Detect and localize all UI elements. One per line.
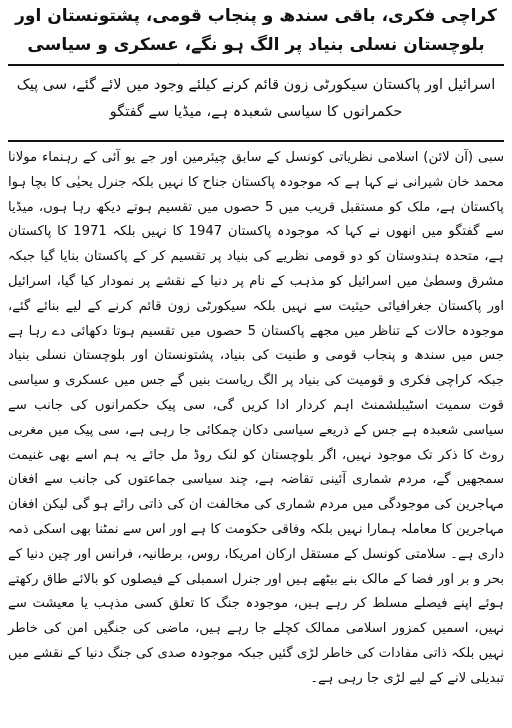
article-subheadline: اسرائیل اور پاکستان سیکورٹی زون قائم کرنے کیلئے وجود میں لائے گئے، سی پیک حکمرانوں کا سیاسی شعبدہ ہے، میڈیا سے گفتگو bbox=[16, 77, 496, 120]
article-headline: کراچی فکری، باقی سندھ و پنجاب قومی، پشتونستان اور بلوچستان نسلی بنیاد پر الگ ہو نگے، عسکری و سیاسی bbox=[15, 6, 497, 55]
article-body bbox=[6, 142, 506, 692]
article-body-text: سبی (آن لائن) اسلامی نظریاتی کونسل کے سابق چیئرمین اور جے یو آئی کے رہنماء مولانا محمد خان شیرانی نے کہا ہے کہ موجودہ پاکستان جناح کا نہیں بلکہ جنرل یحیٰی کا بچا ہوا پاکستان ہے، ملک کو مستقبل قریب میں 5 حصوں میں تقسیم ہوتے دیکھ رہا ہوں، میڈیا سے گفتگو میں انھوں نے کہا کہ موجودہ پاکستان 1947 کا نہیں بلکہ 1971 کا پاکستان ہے، متحدہ ہندوستان کو دو قومی نظریے کی بنیاد پر تقسیم کر کے پاکستان بنایا گیا جبکہ مشرق وسطیٰ میں اسرائیل کو مذہب کے نام پر دنیا کے نقشے پر نمودار کیا گیا، اسرائیل اور پاکستان جغرافیائی حیثیت سے نہیں بلکہ سیکورٹی زون قائم کرنے کے لیے بنائے گئے، موجودہ حالات کے تناظر میں مجھے پاکستان 5 حصوں میں تقسیم ہوتا دکھائی دے رہا ہے جس میں سندھ و پنجاب قومی و طنیت کی بنیاد، پشتونستان اور بلوچستان نسلی بنیاد جبکہ کراچی فکری و قومیت کی بنیاد پر الگ ریاست بنیں گے جس میں عسکری و سیاسی قوت سمیت اسٹیبلشمنٹ اہم کردار ادا کریں گی، سی پیک حکمرانوں کی جانب سے سیاسی شعبدہ ہے جس کے ذریعے سیاسی دکان چمکائی جا رہی ہے، سی پیک میں مغربی روٹ کا ذکر تک موجود نہیں، اگر بلوچستان کو لنک روڈ مل جائے یہ ہم اسے بھی غنیمت سمجھیں گے، مردم شماری آئینی تقاضہ ہے، چند سیاسی جماعتوں کی جانب سے افغان مہاجرین کی موجودگی میں مردم شماری کی مخالفت ان کی ذاتی رائے ہو گی لیکن افغان مہاجرین کا معاملہ ہمارا نہیں بلکہ وفاقی حکومت کا ہے اور اس سے نمٹنا بھی اسکی ذمہ داری ہے۔ سلامتی کونسل کے مستقل ارکان امریکا، روس، برطانیہ، فرانس اور چین دنیا کے بحر و بر اور فضا کے مالک بنے بیٹھے ہیں اور جنرل اسمبلی کے فیصلوں کو بالائے طاق رکھتے ہوئے اپنے فیصلے مسلط کر رہے ہیں، موجودہ جنگ کا تعلق کسی مذہب یا معیشت سے نہیں، اسمیں کمزور اسلامی ممالک کچلے جا رہے ہیں، ماضی کی جنگیں امن کی خاطر نہیں بلکہ ذاتی مفادات کی خاطر لڑی گئیں جبکہ موجودہ صدی کی جنگ دنیا کے نقشے میں تبدیلی لانے کے لیے لڑی جا رہی ہے۔ bbox=[8, 150, 505, 686]
